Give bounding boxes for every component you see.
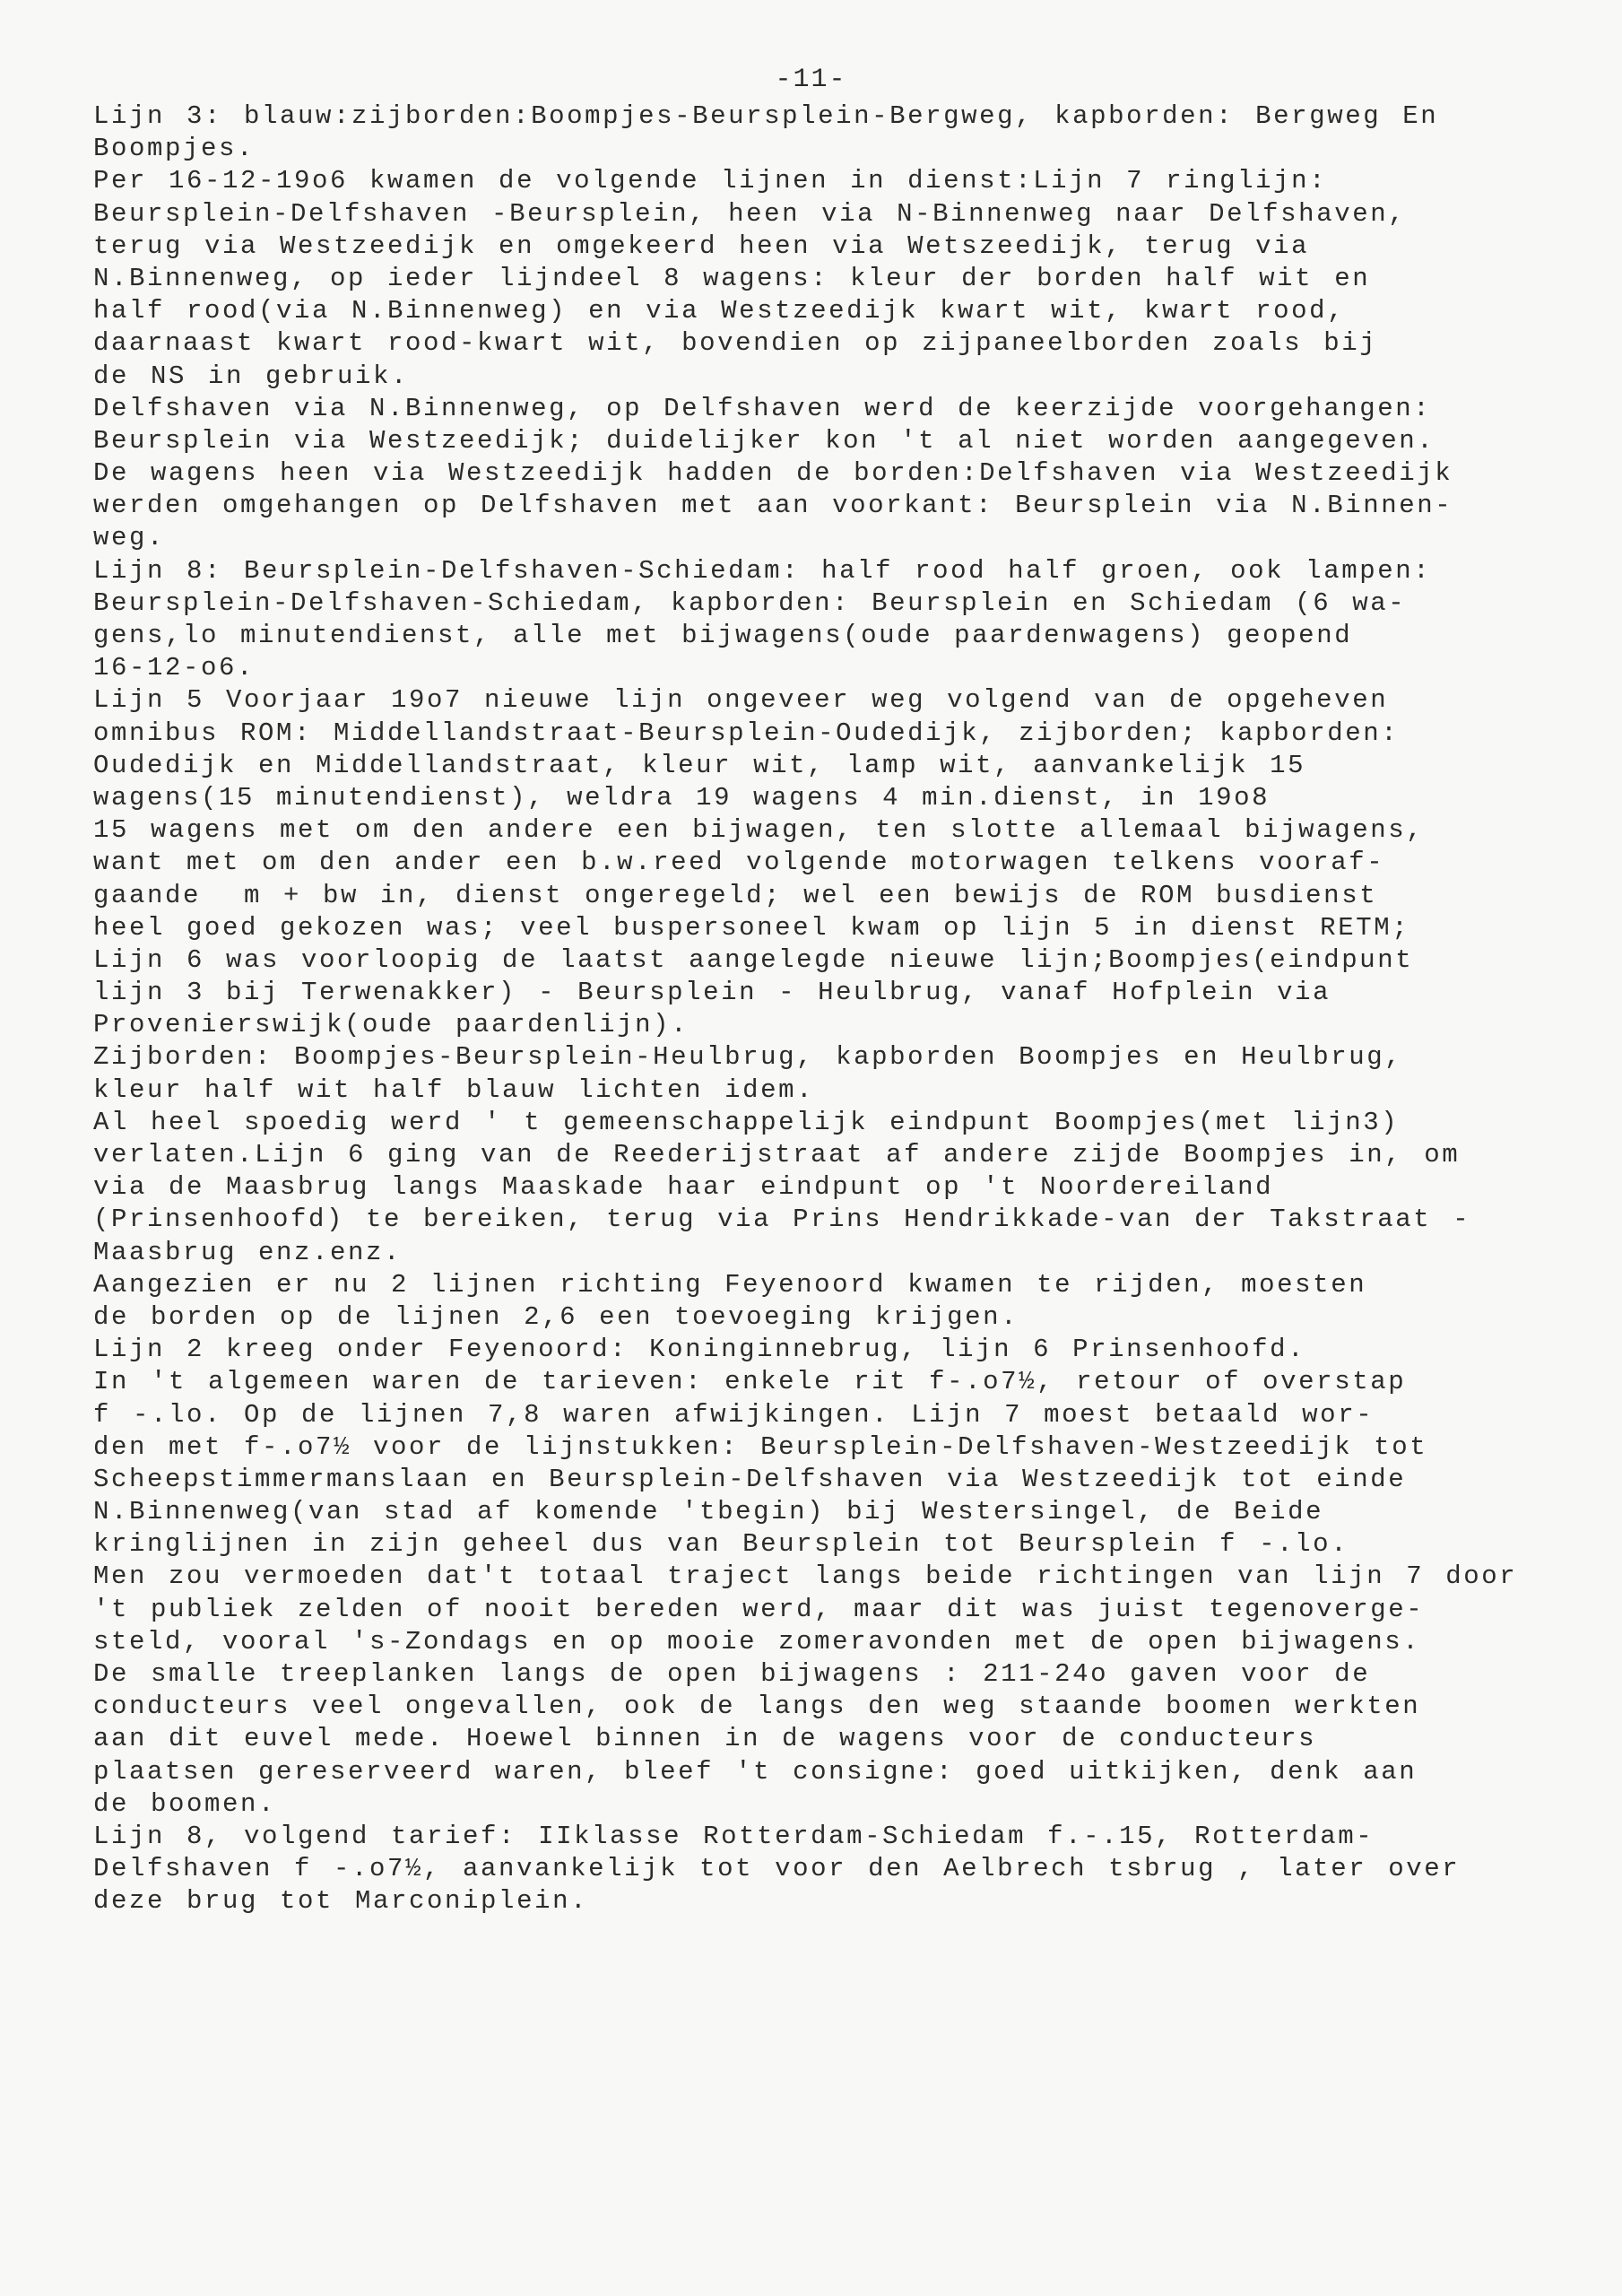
text-line: Beursplein-Delfshaven -Beursplein, heen via N-Binnenweg naar Delfshaven, [93, 198, 1407, 229]
text-line: daarnaast kwart rood-kwart wit, bovendien op zijpaneelborden zoals bij [93, 328, 1378, 359]
text-line: Per 16-12-19o6 kwamen de volgende lijnen in dienst:Lijn 7 ringlijn: [93, 166, 1328, 196]
text-line: kleur half wit half blauw lichten idem. [93, 1074, 815, 1105]
text-line: conducteurs veel ongevallen, ook de langs den weg staande boomen werkten [93, 1692, 1421, 1722]
page-number: -11- [775, 65, 847, 95]
text-line: Maasbrug enz.enz. [93, 1237, 403, 1267]
text-line: Lijn 8, volgend tarief: IIklasse Rotterdam-Schiedam f.-.15, Rotterdam- [93, 1821, 1375, 1851]
text-line: werden omgehangen op Delfshaven met aan voorkant: Beursplein via N.Binnen- [93, 491, 1453, 521]
text-line: half rood(via N.Binnenweg) en via Westzeedijk kwart wit, kwart rood, [93, 296, 1346, 326]
text-line: Oudedijk en Middellandstraat, kleur wit, lamp wit, aanvankelijk 15 [93, 750, 1306, 780]
text-line: N.Binnenweg(van stad af komende 'tbegin) bij Westersingel, de Beide [93, 1497, 1324, 1527]
text-line: weg. [93, 523, 166, 553]
text-line: 16-12-o6. [93, 653, 256, 683]
text-line: Lijn 2 kreeg onder Feyenoord: Koninginnebrug, lijn 6 Prinsenhoofd. [93, 1335, 1306, 1365]
text-line: Boompjes. [93, 134, 256, 164]
text-line: Zijborden: Boompjes-Beursplein-Heulbrug, kapborden Boompjes en Heulbrug, [93, 1042, 1403, 1073]
text-line: Al heel spoedig werd ' t gemeenschappelijk eindpunt Boompjes(met lijn3) [93, 1107, 1400, 1137]
text-line: Lijn 6 was voorloopig de laatst aangelegde nieuwe lijn;Boompjes(eindpunt [93, 944, 1414, 975]
text-line: f -.lo. Op de lijnen 7,8 waren afwijkingen. Lijn 7 moest betaald wor- [93, 1399, 1375, 1430]
text-line: terug via Westzeedijk en omgekeerd heen via Wetszeedijk, terug via [93, 230, 1310, 261]
text-line: de boomen. [93, 1788, 277, 1819]
text-line: aan dit euvel mede. Hoewel binnen in de wagens voor de conducteurs [93, 1724, 1317, 1754]
text-line: Lijn 3: blauw:zijborden:Boompjes-Beursplein-Bergweg, kapborden: Bergweg En [93, 101, 1439, 131]
text-line: Lijn 8: Beursplein-Delfshaven-Schiedam: half rood half groen, ook lampen: [93, 555, 1432, 586]
text-line: de NS in gebruik. [93, 361, 410, 391]
text-line: deze brug tot Marconiplein. [93, 1886, 589, 1917]
text-line: Delfshaven via N.Binnenweg, op Delfshaven werd de keerzijde voorgehangen: [93, 393, 1432, 423]
text-line: Delfshaven f -.o7½, aanvankelijk tot voor den Aelbrech tsbrug , later over [93, 1854, 1461, 1884]
text-line: De wagens heen via Westzeedijk hadden de borden:Delfshaven via Westzeedijk [93, 458, 1453, 489]
text-line: Provenierswijk(oude paardenlijn). [93, 1010, 690, 1040]
text-line: Beursplein-Delfshaven-Schiedam, kapborden: Beursplein en Schiedam (6 wa- [93, 587, 1407, 618]
text-line: wagens(15 minutendienst), weldra 19 wagens 4 min.dienst, in 19o8 [93, 782, 1271, 813]
text-line: verlaten.Lijn 6 ging van de Reederijstraat af andere zijde Boompjes in, om [93, 1140, 1461, 1170]
text-line: lijn 3 bij Terwenakker) - Beursplein - Heulbrug, vanaf Hofplein via [93, 978, 1331, 1008]
text-line: de borden op de lijnen 2,6 een toevoeging krijgen. [93, 1301, 1019, 1332]
text-line: want met om den ander een b.w.reed volgende motorwagen telkens vooraf- [93, 848, 1385, 878]
text-line: gaande m + bw in, dienst ongeregeld; wel een bewijs de ROM busdienst [93, 880, 1378, 910]
text-line: Beursplein via Westzeedijk; duidelijker kon 't al niet worden aangegeven. [93, 425, 1436, 456]
text-line: 't publiek zelden of nooit bereden werd, maar dit was juist tegenoverge- [93, 1594, 1425, 1624]
text-line: N.Binnenweg, op ieder lijndeel 8 wagens: kleur der borden half wit en [93, 263, 1371, 293]
text-line: heel goed gekozen was; veel buspersoneel kwam op lijn 5 in dienst RETM; [93, 912, 1410, 943]
text-line: kringlijnen in zijn geheel dus van Beursplein tot Beursplein f -.lo. [93, 1529, 1349, 1560]
text-line: (Prinsenhoofd) te bereiken, terug via Prins Hendrikkade-van der Takstraat - [93, 1205, 1471, 1235]
text-line: via de Maasbrug langs Maaskade haar eindpunt op 't Noordereiland [93, 1172, 1274, 1203]
text-line: Scheepstimmermanslaan en Beursplein-Delfshaven via Westzeedijk tot einde [93, 1464, 1407, 1494]
text-line: plaatsen gereserveerd waren, bleef 't consigne: goed uitkijken, denk aan [93, 1756, 1418, 1787]
text-line: den met f-.o7½ voor de lijnstukken: Beursplein-Delfshaven-Westzeedijk tot [93, 1431, 1428, 1462]
text-line: gens,lo minutendienst, alle met bijwagens(oude paardenwagens) geopend [93, 621, 1353, 650]
text-line: De smalle treeplanken langs de open bijwagens : 211-24o gaven voor de [93, 1659, 1371, 1689]
text-line: Lijn 5 Voorjaar 19o7 nieuwe lijn ongeveer weg volgend van de opgeheven [93, 685, 1389, 716]
text-line: Men zou vermoeden dat't totaal traject langs beide richtingen van lijn 7 door [93, 1561, 1518, 1592]
text-line: 15 wagens met om den andere een bijwagen, ten slotte allemaal bijwagens, [93, 815, 1425, 846]
text-line: Aangezien er nu 2 lijnen richting Feyenoord kwamen te rijden, moesten [93, 1269, 1367, 1300]
typed-text-body [93, 100, 1609, 1918]
text-line: In 't algemeen waren de tarieven: enkele rit f-.o7½, retour of overstap [93, 1367, 1407, 1397]
text-line: omnibus ROM: Middellandstraat-Beursplein-Oudedijk, zijborden; kapborden: [93, 718, 1400, 748]
text-line: steld, vooral 's-Zondags en op mooie zomeravonden met de open bijwagens. [93, 1626, 1421, 1657]
